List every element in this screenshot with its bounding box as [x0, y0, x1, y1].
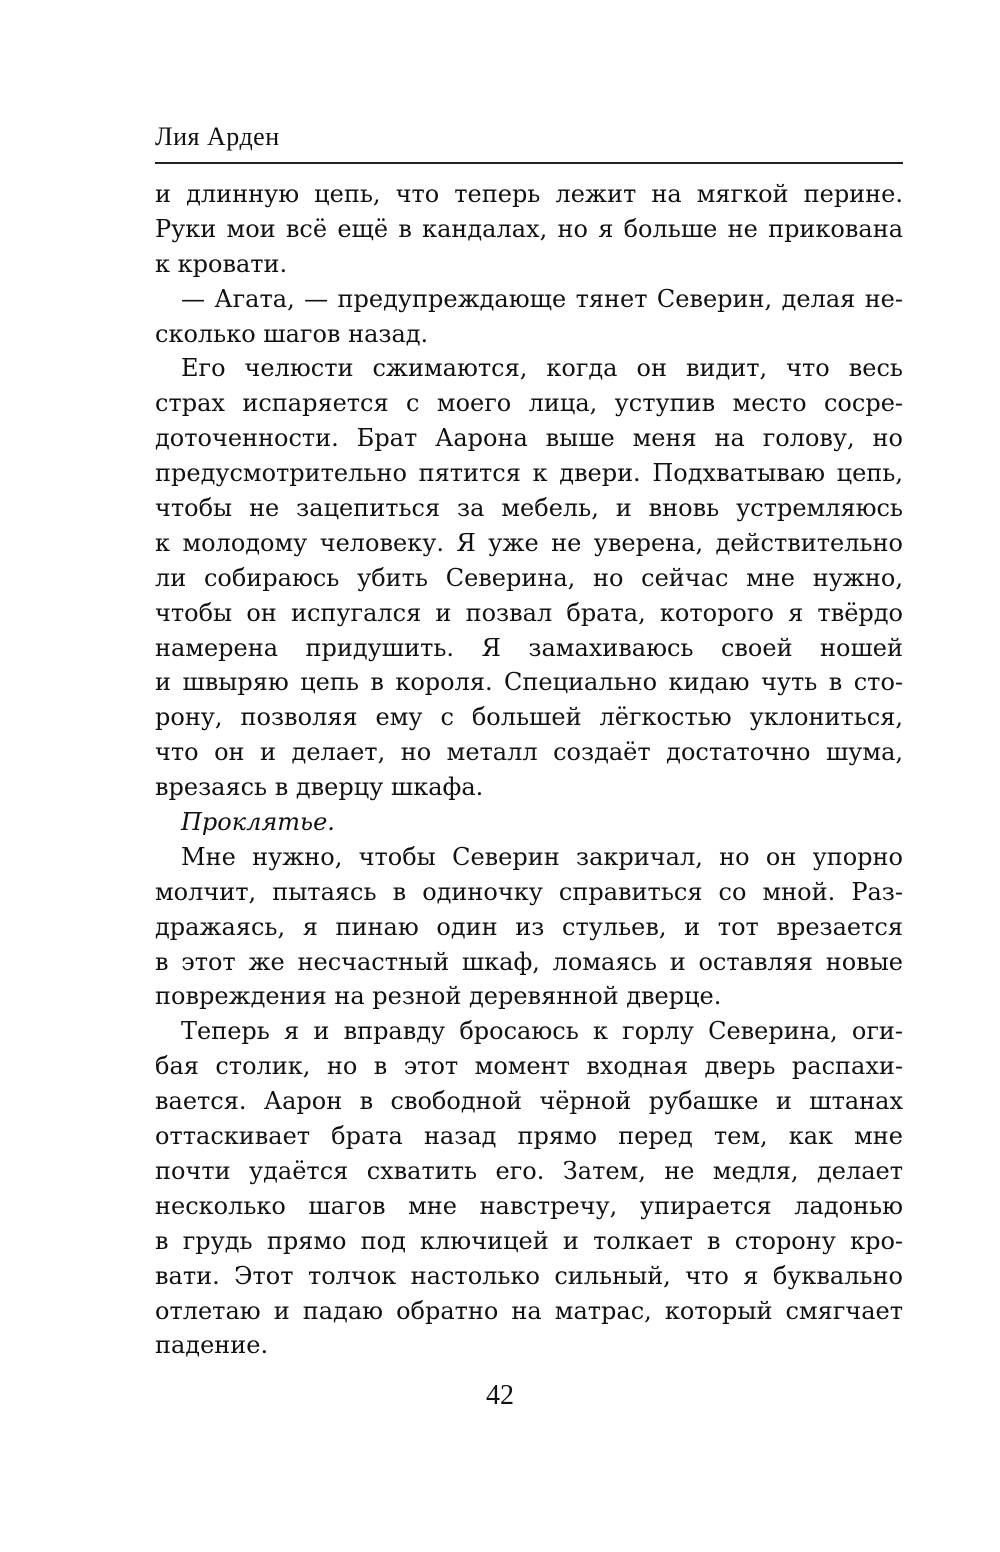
text-line: вается. Аарон в свободной чёрной рубашке и штанах	[155, 1087, 903, 1116]
text-line: Мне нужно, чтобы Северин закричал, но он упорно	[181, 842, 903, 871]
text-line: страх испаряется с моего лица, уступив место сосре-	[155, 389, 903, 418]
text-line: бая столик, но в этот момент входная дверь распахи-	[155, 1052, 903, 1081]
text-line: в этот же несчастный шкаф, ломаясь и оставляя новые	[155, 947, 903, 976]
text-line: и швыряю цепь в короля. Специально кидаю чуть в сто-	[155, 668, 903, 697]
text-line: врезаясь в дверцу шкафа.	[155, 773, 484, 802]
text-line: вати. Этот толчок настолько сильный, что я буквально	[155, 1261, 903, 1290]
text-line: дражаясь, я пинаю один из стульев, и тот врезается	[155, 912, 903, 941]
text-line: повреждения на резной деревянной дверце.	[155, 982, 722, 1011]
text-line: оттаскивает брата назад прямо перед тем, как мне	[155, 1122, 903, 1151]
text-line: предусмотрительно пятится к двери. Подхватываю цепь,	[155, 459, 903, 488]
text-line: Его челюсти сжимаются, когда он видит, что весь	[181, 354, 903, 383]
page-number: 42	[486, 1380, 514, 1411]
text-line: несколько шагов мне навстречу, упирается ладонью	[155, 1191, 903, 1220]
text-line: почти удаётся схватить его. Затем, не медля, делает	[155, 1156, 903, 1185]
header-rule	[155, 162, 903, 164]
text-line: доточенности. Брат Аарона выше меня на голову, но	[155, 424, 903, 453]
text-line: чтобы не зацепиться за мебель, и вновь устремляюсь	[155, 494, 903, 523]
text-line: в грудь прямо под ключицей и толкает в сторону кро-	[155, 1226, 903, 1255]
running-head-author: Лия Арден	[155, 122, 280, 151]
body-text	[155, 177, 903, 1363]
text-line: к молодому человеку. Я уже не уверена, действительно	[155, 528, 903, 557]
text-line: чтобы он испугался и позвал брата, которого я твёрдо	[155, 598, 903, 627]
text-line: молчит, пытаясь в одиночку справиться со мной. Раз-	[155, 877, 903, 906]
text-line: к кровати.	[155, 249, 288, 278]
text-line: и длинную цепь, что теперь лежит на мягкой перине.	[155, 180, 903, 208]
text-line: — Агата, — предупреждающе тянет Северин, делая не-	[181, 284, 903, 313]
text-line: отлетаю и падаю обратно на матрас, который смягчает	[155, 1296, 903, 1325]
text-line: сколько шагов назад.	[155, 319, 429, 348]
text-line: что он и делает, но металл создаёт достаточно шума,	[155, 738, 903, 767]
text-line: падение.	[155, 1331, 269, 1360]
text-line: Руки мои всё ещё в кандалах, но я больше не прикована	[155, 214, 903, 243]
text-line: рону, позволяя ему с большей лёгкостью уклониться,	[155, 703, 903, 732]
text-line: намерена придушить. Я замахиваюсь своей ношей	[155, 633, 903, 662]
text-line: Теперь я и вправду бросаюсь к горлу Северина, оги-	[181, 1017, 903, 1046]
text-line: Проклятье.	[181, 808, 335, 837]
text-line: ли собираюсь убить Северина, но сейчас мне нужно,	[155, 563, 903, 592]
